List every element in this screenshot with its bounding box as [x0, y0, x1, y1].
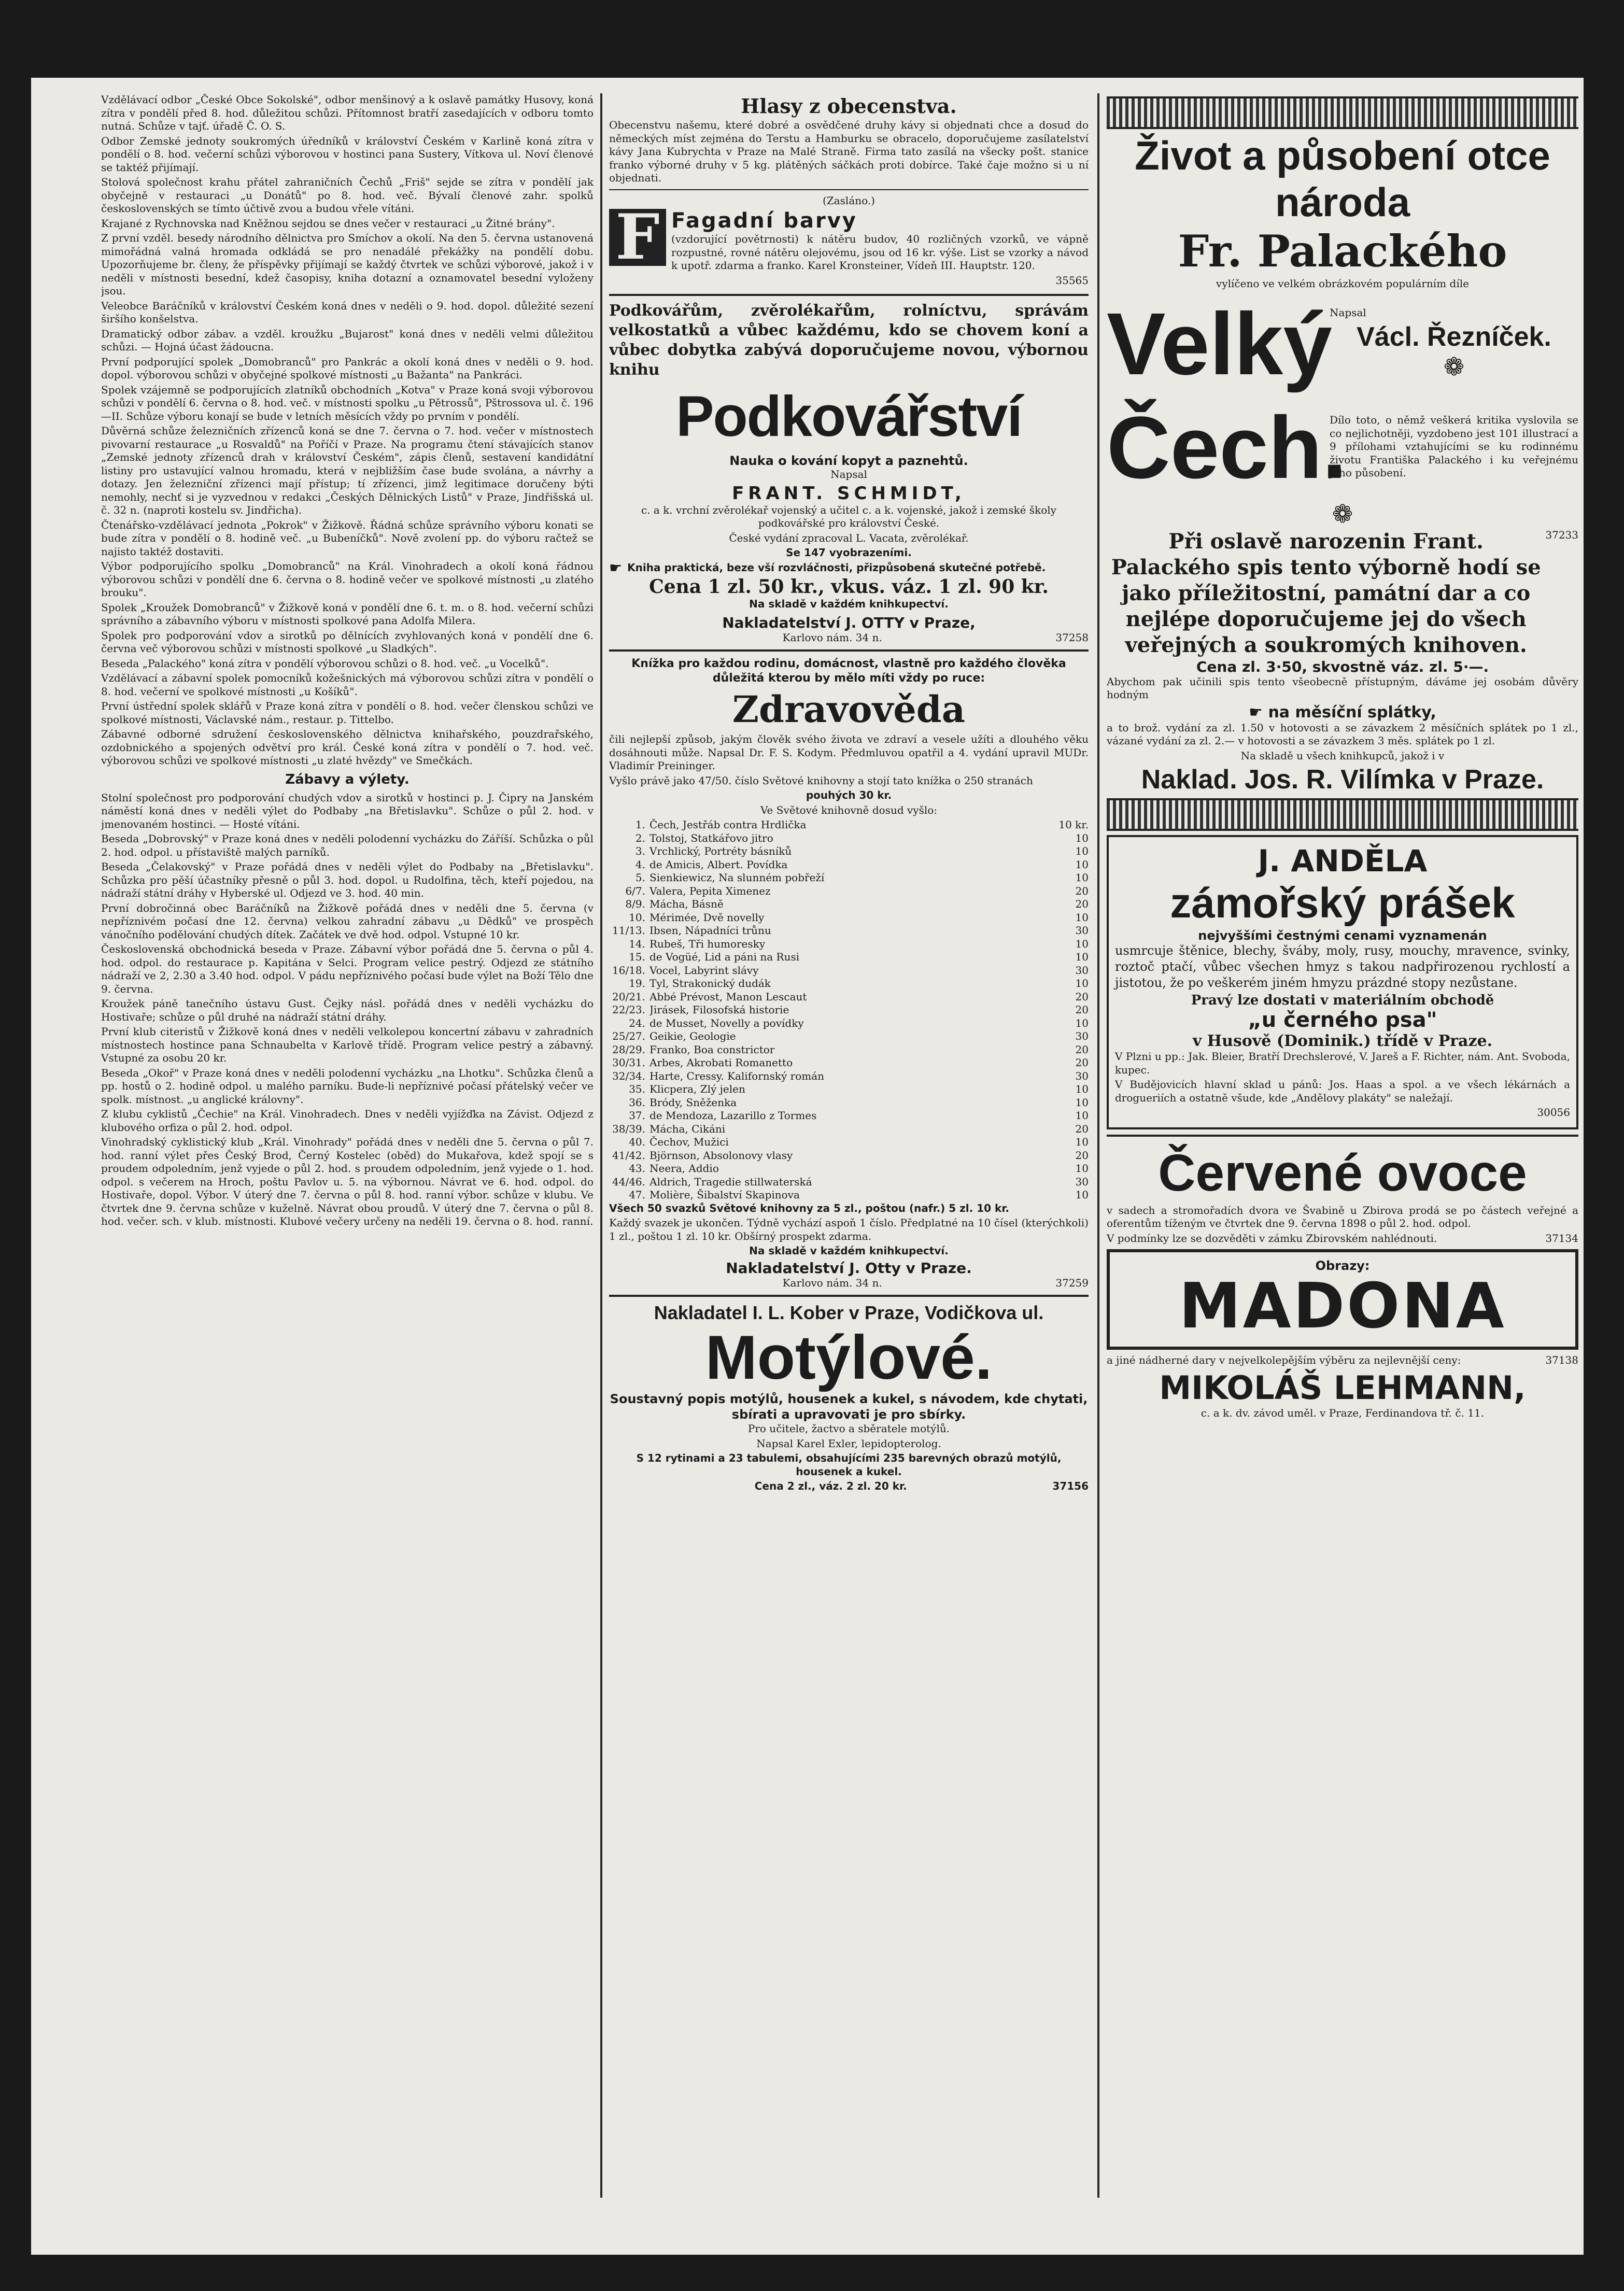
book-number: 1. [635, 818, 645, 831]
zdravoveda-title: Zdravověda [732, 688, 966, 731]
book-list-item [609, 911, 1089, 925]
book-price: 30 [1075, 1030, 1089, 1042]
vyobrazeni: Se 147 vyobrazeními. [786, 546, 912, 559]
dilo-text: Dílo toto, o němž veškerá kritika vyslovila se co nejlichotněji, vyzdobeno jest 101 illustrací a 9 přílohami vztahujícími se ku rodinnému životu Františka Palackého i ku veřejnému jeho působení. [1330, 414, 1578, 479]
book-number: 47. [629, 1189, 645, 1201]
psa-title: „u černého psa" [1248, 1008, 1437, 1032]
book-title: Björnson, Absolonovy vlasy [649, 1149, 793, 1162]
announcement-paragraph: Spolek pro podporování vdov a sirotků po dělnících zvyhlovaných koná v pondělí dne 6. června več výborovou schůzi v místnosti spolkové „u Sladkých". [101, 629, 594, 655]
madona-title: MADONA [1179, 1270, 1506, 1342]
book-number: 37. [629, 1109, 645, 1122]
schmidt-desc: c. a k. vrchní zvěrolékař vojenský a učitel c. a k. vojenské, jakož i zemské školy podkovářské pro království České. [641, 503, 1056, 529]
book-price: 20 [1075, 1043, 1089, 1056]
podkov-napsal: Napsal [830, 468, 867, 480]
hlasy-title: Hlasy z obecenstva. [741, 94, 957, 118]
book-title: Valera, Pepita Ximenez [649, 884, 771, 897]
book-number: 19. [629, 977, 645, 989]
fasad-title: Fagadní barvy [671, 209, 857, 233]
book-price: 20 [1075, 990, 1089, 1003]
book-price: 10 [1075, 911, 1089, 924]
splatky-text: a to brož. vydání za zl. 1.50 v hotovosti a se závazkem 2 měsíčních splátek po 1 zl., vázané vydání za zl. 2.— v hotovosti a se závazkem 3 měs. splátek po 1 zl. [1107, 721, 1578, 747]
book-list-item [609, 1003, 1089, 1017]
book-list-item [609, 964, 1089, 978]
book-title: Klicpera, Zlý jelen [649, 1083, 745, 1095]
announcement-paragraph: Beseda „Čelakovský" v Praze pořádá dnes v neděli výlet do Podbaby na „Břetislavku". Schůzka pro pěší účastníky přesně o půl 3. hod. dopol. u Rudolfina, těch, kteří pojedou, na nádraží státní dráhy v Hyberské ul. Odjezd ve 3. hod. 40 min. [101, 860, 594, 899]
ad-number-3: 37156 [1052, 1480, 1089, 1492]
announcement-paragraph: Odbor Zemské jednoty soukromých úředníků v království Českém v Karlině koná zítra v pondělí o 8. hod. večerní schůzi výborovou v hostinci pana Sustery, Vítkova ul. Noví členové se taktéž přijímají. [101, 134, 594, 174]
zdravoveda-text: čili nejlepší způsob, jakým člověk svého života ve zdraví a vesele užíti a dlouhého věku dosáhnouti může. Napsal Dr. F. S. Kodym. Předmluvou opatřil a 4. vydání upravil MUDr. Vladimír Preininger. [609, 733, 1089, 772]
podkov-title: Podkovářství [676, 385, 1022, 448]
book-title: Ibsen, Nápadníci trůnu [649, 924, 771, 937]
book-title: de Vogüé, Lid a páni na Rusi [649, 951, 800, 963]
kazdy-svazek: Každý svazek je ukončen. Týdně vychází aspoň 1 číslo. Předplatné na 10 čísel (kterýchkoli) 1 zl., poštou 1 zl. 10 kr. Obšírný prospekt zdarma. [609, 1217, 1089, 1242]
book-number: 20/21. [612, 990, 645, 1003]
book-number: 14. [629, 937, 645, 950]
abych-text: Abychom pak učinili spis tento všeobecně přístupným, dáváme jej osobám důvěry hodným [1107, 675, 1578, 701]
book-price: 10 [1075, 951, 1089, 963]
book-price: 10 [1075, 1096, 1089, 1109]
book-title: Franko, Boa constrictor [649, 1043, 775, 1056]
announcement-paragraph: První podporující spolek „Domobranců" pro Pankrác a okolí koná dnes v neděli o 9. hod. dopol. výborovou schůzi v obyčejné spolkové místnosti „u Bažanta" na Pankráci. [101, 355, 594, 381]
book-number: 38/39. [612, 1122, 645, 1135]
ornament-border-mid [1107, 798, 1578, 831]
announcement-paragraph: Vzdělávací a zábavní spolek pomocníků kožešnických má výborovou schůzi zítra v pondělí o 8. hod. večerní ve spolkové místnosti „u Košíků". [101, 672, 594, 698]
announcement-paragraph: První dobročinná obec Baráčníků na Žižkově pořádá dnes v neděli dne 5. června (v nepříznivém počasí dne 12. června) velkou zahradní zábavu „u Dědků" ve prospěch vánočního podělování chudých dítek. Začátek ve dvě hod. odpol. Vstupné 10 kr. [101, 901, 594, 941]
book-price: 20 [1075, 1003, 1089, 1016]
letter-f-icon: F [609, 209, 666, 266]
ovoce-text: v sadech a stromořadích dvora ve Švabině u Zbirova prodá se po částech veřejné a oferentům tíženým ve čtvrtek dne 9. června 1898 o půl 2. hod. odpol. [1107, 1204, 1578, 1229]
book-price: 30 [1075, 1069, 1089, 1082]
obrazy-label: Obrazy: [1315, 1258, 1370, 1273]
podkov-price: Cena 1 zl. 50 kr., vkus. váz. 1 zl. 90 kr. [649, 576, 1049, 598]
book-title: Mácha, Básně [649, 898, 724, 910]
motylove-price: Cena 2 zl., váz. 2 zl. 20 kr. [754, 1480, 907, 1492]
book-title: Jirásek, Filosofská historie [649, 1003, 789, 1016]
kober-header: Nakladatel I. L. Kober v Praze, Vodičkova ul. [654, 1302, 1044, 1323]
ceske-vydani: České vydání zpracoval L. Vacata, zvěrolékař. [729, 531, 969, 544]
ornament-border-top [1107, 96, 1578, 129]
ad-number-5: 37134 [1545, 1232, 1578, 1245]
book-number: 5. [635, 871, 645, 884]
motylove-text: Soustavný popis motýlů, housenek a kukel, s návodem, kde chytati, sbírati a upravovati je pro sbírky. [610, 1392, 1088, 1422]
book-number: 8/9. [625, 898, 645, 910]
book-price: 10 [1075, 1136, 1089, 1148]
book-price: 20 [1075, 898, 1089, 910]
book-title: Abbé Prévost, Manon Lescaut [649, 990, 807, 1003]
book-price: 10 [1075, 1162, 1089, 1175]
book-list-item [609, 1030, 1089, 1043]
lehmann-address: c. a k. dv. závod uměl. v Praze, Ferdinandova tř. č. 11. [1201, 1406, 1485, 1419]
book-number: 35. [629, 1083, 645, 1095]
column-advertisements-right [1107, 93, 1578, 2198]
book-list-item [609, 832, 1089, 845]
announcement-paragraph: První klub citeristů v Žižkově koná dnes v neděli velkolepou koncertní zábavu v zahradních místnostech hostince pana Schnaubelta v Karlově třídě. Program velice pestrý a zábavný. Vstupné za osobu 20 kr. [101, 1025, 594, 1064]
book-list-item [609, 1017, 1089, 1030]
announcement-paragraph: Z první vzděl. besedy národního dělnictva pro Smíchov a okolí. Na den 5. června ustanovená mimořádná valná hromada odkládá se pro nenadálé překážky na pondělí dobu. Upozorňujeme br. členy, že příspěvky přijímají se každý čtvrtek ve schůzi výborové, jakož i v neděli v místnosti besední, kdež časopisy, kniha dotazní a oznamovatel besední vyloženy jsou. [101, 232, 594, 297]
knizka-intro: Knížka pro každou rodinu, domácnost, vlastně pro každého člověka důležitá kterou by mělo míti vždy po ruce: [631, 657, 1066, 685]
announcement-paragraph: Vzdělávací odbor „České Obce Sokolské", odbor menšinový a k oslavě památky Husovy, koná zítra v pondělí před 8. hod. důležitou schůzi. Přítomnost bratří zasedajících v odboru tomto nutná. Schůze v tajť. úřadě Č. O. S. [101, 93, 594, 132]
sklad-text: Na skladě v každém knihkupectví. [749, 598, 949, 610]
book-title: Harte, Cressy. Kalifornský román [649, 1069, 825, 1082]
book-title: de Amicis, Albert. Povídka [649, 858, 788, 871]
book-list [609, 818, 1089, 1202]
book-list-item [609, 1043, 1089, 1057]
book-title: Geikie, Geologie [649, 1030, 736, 1042]
announcement-paragraph: Zábavné odborné sdružení československého dělnictva knihařského, pouzdrařského, ozdobnického a spojených odvětví pro král. České koná zítra v pondělí o 7. hod. več. výborovou schůzi ve spolkové místnosti „u zlaté hvězdy" ve Smečkách. [101, 728, 594, 767]
book-price: 10 [1075, 845, 1089, 857]
vylic-text: vylíčeno ve velkém obrázkovém populárním díle [1216, 277, 1469, 290]
book-price: 20 [1075, 884, 1089, 897]
book-price: 30 [1075, 924, 1089, 937]
book-list-item [609, 991, 1089, 1004]
flower-ornament-icon-2: ❁ [1332, 499, 1353, 529]
book-list-item [609, 1176, 1089, 1189]
book-number: 43. [629, 1162, 645, 1175]
book-title: Čech, Jestřáb contra Hrdlička [649, 818, 807, 831]
lehmann-title: MIKOLÁŠ LEHMANN, [1159, 1368, 1526, 1407]
madona-text: a jiné nádherné dary v nejvelkolepějším výběru za nejlevnější ceny: [1107, 1354, 1461, 1366]
pouhych-price: pouhých 30 kr. [806, 789, 892, 801]
book-price: 30 [1075, 1175, 1089, 1188]
column-announcements [101, 93, 594, 2198]
zaslano-label: (Zasláno.) [823, 194, 875, 207]
book-number: 10. [629, 911, 645, 924]
book-price: 30 [1075, 964, 1089, 977]
prasek-text: usmrcuje štěnice, blechy, šváby, moly, rusy, mouchy, mravence, svinky, roztoč ptačí, vůbec všechen hmyz s takou nadpřirozenou rychlostí a jistotou, že po veškerém jiném hmyzu prázdné stopy nezůstane. [1115, 943, 1570, 990]
book-number: 25/27. [612, 1030, 645, 1042]
motylove-title: Motýlové. [705, 1323, 993, 1392]
book-title: Vrchlický, Portréty básníků [649, 845, 792, 857]
pri-oslave-text: Při oslavě narozenin Frant. Palackého spis tento výborně hodí se jako příležitostní, památní dar a co nejlépe doporučujeme jej do všech veřejných a soukromých knihoven. [1111, 529, 1541, 657]
book-title: Neera, Addio [649, 1162, 719, 1175]
book-price: 20 [1075, 1122, 1089, 1135]
book-title: Vocel, Labyrint slávy [649, 964, 759, 977]
section-title-trips: Zábavy a výlety. [285, 771, 409, 787]
napsal-label: Napsal [1330, 306, 1366, 319]
book-list-item [609, 1070, 1089, 1083]
book-list-item [609, 858, 1089, 872]
book-list-item [609, 924, 1089, 938]
book-number: 15. [629, 951, 645, 963]
book-price: 10 [1075, 1189, 1089, 1201]
andela-title: J. ANDĚLA [1258, 843, 1428, 879]
podkov-subtitle: Nauka o kování kopyt a paznehtů. [729, 454, 968, 468]
vsech-svazku: Všech 50 svazků Světové knihovny za 5 zl., poštou (nafr.) 5 zl. 10 kr. [609, 1201, 1009, 1214]
announcement-paragraph: Československá obchodnická beseda v Praze. Zábavní výbor pořádá dne 5. června o půl 4. hod. odpol. do restaurace p. Kapitána v Selci. Program velice pestrý. Odjezd ze státního nádraží ve 2, 2.30 a 3.40 hod. odpol. V pádu nepříznivého počasí bude výlet na Boží Tělo dne 9. června. [101, 943, 594, 995]
announcement-paragraph: Beseda „Dobrovský" v Praze koná dnes v neděli polodenní vycházku do Záříší. Schůzka o půl 2. hod. odpol. u přístaviště malých parníků. [101, 832, 594, 858]
book-title: Rubeš, Tři humoresky [649, 937, 766, 950]
sklad-vilimek: Na skladě u všech knihkupců, jakož i v [1240, 749, 1445, 762]
book-list-item [609, 1136, 1089, 1149]
announcement-list [101, 93, 594, 768]
author-reznicek: Václ. Řezníček. [1357, 321, 1551, 352]
book-list-item [609, 951, 1089, 964]
book-price: 10 [1075, 977, 1089, 989]
prasek-title: zámořský prášek [1170, 880, 1515, 927]
book-title: Molière, Šibalství Skapinova [649, 1189, 800, 1201]
pointing-hand-icon-2: ☛ [1249, 703, 1268, 722]
publisher-otty-2: Nakladatelství J. Otty v Praze. [726, 1259, 972, 1277]
plzni-text: V Plzni u pp.: Jak. Bleier, Bratří Drechslerové, V. Jareš a F. Richter, nám. Ant. Svoboda, kupec. [1115, 1050, 1570, 1076]
book-list-item [609, 1109, 1089, 1123]
book-title: Čechov, Mužici [649, 1136, 729, 1148]
budejovice-text: V Budějovicích hlavní sklad u pánů: Jos. Haas a spol. a ve všech lékárnách a drogueriích a ostatně všude, kde „Andělovy plakáty" se naležají. [1115, 1078, 1570, 1104]
book-price: 10 [1075, 831, 1089, 844]
otty-address-2: Karlovo nám. 34 n. [782, 1276, 882, 1289]
trips-list [101, 791, 594, 1228]
andela-ad [1107, 835, 1578, 1129]
book-number: 44/46. [612, 1175, 645, 1188]
book-list-item [609, 871, 1089, 885]
book-title: Bródy, Sněženka [649, 1096, 737, 1109]
announcement-paragraph: Z klubu cyklistů „Čechie" na Král. Vinohradech. Dnes v neděli vyjížďka na Závist. Odjezd z klubového orfiza o půl 2. hod. odpol. [101, 1108, 594, 1134]
book-number: 36. [629, 1096, 645, 1109]
fasad-text: (vzdorující povětrnosti) k nátěru budov, 40 rozličných vzorků, ve vápně rozpustné, rovné nátěru olejovému, jsou od 16 kr. výše. List se vzorky a návod k upotř. zdarma a franko. Karel Kronsteiner, Vídeň III. Hauptstr. 120. [671, 233, 1089, 272]
prakticka-text: Kniha praktická, beze vší rozvláčnosti, přizpůsobená skutečné potřebě. [627, 561, 1046, 574]
book-price: 20 [1075, 1149, 1089, 1162]
book-list-item [609, 898, 1089, 911]
husove-text: v Husově (Dominik.) třídě v Praze. [1192, 1032, 1493, 1050]
book-number: 24. [629, 1016, 645, 1029]
column-advertisements-middle [609, 93, 1089, 2198]
book-title: de Mendoza, Lazarillo z Tormes [649, 1109, 817, 1122]
book-list-item [609, 1189, 1089, 1202]
book-list-item [609, 1123, 1089, 1136]
announcement-paragraph: Stolová společnost krahu přátel zahraničních Čechů „Friš" sejde se zítra v pondělí jak obyčejně v restauraci „u Donátů" po 8. hod. več. Bývalí členové zahr. spolků československých se tímto účtivě zvou a budou vřele vítáni. [101, 176, 594, 215]
announcement-paragraph: Kroužek páně tanečního ústavu Gust. Čejky násl. pořádá dnes v neděli vycházku do Hostivaře; schůze o půl druhé na nádraží státní dráhy. [101, 997, 594, 1023]
pravy-text: Pravý lze dostati v materiálním obchodě [1191, 993, 1494, 1008]
book-number: 41/42. [612, 1149, 645, 1162]
book-title: Sienkiewicz, Na slunném pobřeží [649, 871, 825, 884]
podminky-text: V podmínky lze se dozvěděti v zámku Zbirovském nahlédnouti. [1107, 1232, 1437, 1245]
announcement-paragraph: Čtenářsko-vzdělávací jednota „Pokrok" v Žižkově. Řádná schůze správního výboru konati se bude zítra v pondělí o 8. hodině več. „u Bubeníčků". Nově zvolení pp. do výboru račtež se najisto taktéž dostaviti. [101, 518, 594, 558]
column-rule-1 [600, 93, 602, 2198]
announcement-paragraph: Stolní společnost pro podporování chudých vdov a sirotků v hostinci p. J. Čipry na Janském náměstí koná dnes v neděli výlet do Podbaby „na Břetislavku". Schůze o půl 2. hod. v jmenovaném hostinci. — Hosté vítáni. [101, 791, 594, 830]
book-number: 16/18. [612, 964, 645, 977]
book-price: 20 [1075, 1056, 1089, 1069]
book-title: Mácha, Cikáni [649, 1122, 726, 1135]
book-price: 10 [1075, 858, 1089, 871]
book-number: 22/23. [612, 1003, 645, 1016]
ad-number-6: 37138 [1545, 1354, 1578, 1366]
ad-number-0: 37233 [1545, 528, 1578, 541]
announcement-paragraph: Beseda „Okoř" v Praze koná dnes v neděli polodenní vycházku „na Lhotku". Schůzka členů a pp. hostů o 2. hodině odpol. u malého parníku. Bude-li nepříznivé počasí přátelský večer ve spolk. místnost. „u anglické královny". [101, 1066, 594, 1106]
cech-title: Čech. [1107, 398, 1347, 497]
book-price: 10 [1075, 1083, 1089, 1095]
publisher-otty: Nakladatelství J. OTTY v Praze, [722, 614, 976, 631]
announcement-paragraph: Krajané z Rychnovska nad Kněžnou sejdou se dnes večer v restauraci „u Žitné brány". [101, 217, 555, 230]
dosud-vyslo: Ve Světové knihovně dosud vyšlo: [760, 803, 938, 816]
announcement-paragraph: První ústřední spolek sklářů v Praze koná zítra v pondělí o 8. hod. večer členskou schůzi ve spolkové místnosti, Václavské nám., restaur. p. Tittelbo. [101, 700, 594, 726]
sklad-text-2: Na skladě v každém knihkupectví. [749, 1245, 949, 1257]
book-title: Arbes, Akrobati Romanetto [649, 1056, 793, 1069]
announcement-paragraph: Spolek vzájemně se podporujících zlatníků obchodních „Kotva" v Praze koná svoji výborovou schůzi v pondělí 6. června o 8. hod. več. v místnosti spolku „u Pětrossů", Pštrossova ul. č. 196—II. Schůze výboru konají se bude v letních měsících vždy po prvním v pondělí. [101, 383, 594, 422]
splatky-label: ☛ na měsíční splátky, [1249, 703, 1436, 722]
book-list-item [609, 1162, 1089, 1176]
madona-ad [1107, 1249, 1578, 1350]
book-title: Tolstoj, Statkářovo jitro [649, 831, 773, 844]
book-number: 28/29. [612, 1043, 645, 1056]
pointing-hand-icon: ☛ [609, 559, 623, 576]
book-price: 10 [1075, 1016, 1089, 1029]
podkov-intro: Podkovářům, zvěrolékařům, rolníctvu, správám velkostatků a vůbec každému, kdo se chovem koní a vůbec dobytka zabývá doporučujeme novou, výbornou knihu [609, 302, 1089, 379]
book-number: 6/7. [625, 884, 645, 897]
flower-ornament-icon: ❁ [1443, 352, 1465, 381]
announcement-paragraph: Veleobce Baráčníků v království Českém koná dnes v neděli o 9. hod. dopol. důležité sezení širšího konšelstva. [101, 299, 594, 325]
book-number: 40. [629, 1136, 645, 1148]
book-number: 2. [635, 831, 645, 844]
book-number: 3. [635, 845, 645, 857]
announcement-paragraph: Důvěrná schůze železničních zřízenců koná se dne 7. června o 7. hod. večer v místnostech pivovarní restaurace „u Rosvaldů" na Poříčí v Praze. Na programu čtení stávajících stanov „Zemské jednoty zřízenců drah v království Českém", zápis členů, sestavení kandidátní listiny pro ustavující valnou hromadu, která v nejbližším čase bude svolána, a návrhy a dotazy. Jen železniční zřízenci mají přístup; tí zřízenci, jimž legitimace doručeny býti nemohly, nechť si je vyzvednou v redakci „Českých Dělnických Listů" v Praze, Jindřišská ul. č. 32 n. (naproti kostelu sv. Jindřicha). [101, 425, 594, 516]
book-list-item [609, 1096, 1089, 1110]
prasek-sub: nejvyššími čestnými cenami vyznamenán [1198, 928, 1487, 943]
ad-number-1: 37258 [1055, 631, 1089, 644]
announcement-paragraph: Beseda „Palackého" koná zítra v pondělí výborovou schůzi o 8. hod. več. „u Vocelků". [101, 657, 549, 670]
ad-number-4: 30056 [1537, 1106, 1570, 1119]
book-price: 10 [1075, 871, 1089, 884]
book-title: Aldrich, Tragedie stillwaterská [649, 1175, 812, 1188]
book-price: 10 [1075, 937, 1089, 950]
author-schmidt: FRANT. SCHMIDT, [732, 483, 966, 504]
book-list-item [609, 977, 1089, 991]
book-list-item [609, 818, 1089, 832]
book-title: de Musset, Novelly a povídky [649, 1016, 804, 1029]
book-number: 4. [635, 858, 645, 871]
vilimek-publisher: Naklad. Jos. R. Vilímka v Praze. [1141, 765, 1544, 795]
motylove-author: Napsal Karel Exler, lepidopterolog. [756, 1437, 941, 1450]
newspaper-page [31, 78, 1584, 2255]
palacky-title: Fr. Palackého [1178, 225, 1507, 277]
book-price: 10 kr. [1058, 818, 1089, 831]
book-price: 10 [1075, 1109, 1089, 1122]
announcement-paragraph: Spolek „Kroužek Domobranců" v Žižkově koná v pondělí dne 6. t. m. o 8. hod. večerní schůzi správního a zábavního výboru v místnosti spolkové pana Adolfa Milera. [101, 601, 594, 627]
ad-number-2: 37259 [1055, 1276, 1089, 1289]
hlasy-text: Obecenstvu našemu, které dobré a osvědčené druhy kávy si objednati chce a dosud do německých míst zejména do Terstu a Hamburku se obracelo, doporučujeme zasílatelství kávy Jana Kubrychta v Praze na Malé Straně. Firma tato zasílá na všecky pošt. stanice franko výborné druhy v 5 kg. plátěných sáčkách proti dobírce. Také čaje možno si u ní objednati. [609, 119, 1089, 184]
book-list-item [609, 845, 1089, 858]
otty-address: Karlovo nám. 34 n. [782, 631, 882, 644]
book-list-item [609, 1056, 1089, 1070]
book-title: Mérimée, Dvě novelly [649, 911, 765, 924]
book-list-item [609, 1149, 1089, 1163]
fasad-number: 35565 [1055, 274, 1089, 287]
book-list-item [609, 1083, 1089, 1096]
vyslo-text: Vyšlo právě jako 47/50. číslo Světové knihovny a stojí tato knížka o 250 stranách [609, 774, 1033, 787]
book-list-item [609, 938, 1089, 951]
book-number: 30/31. [612, 1056, 645, 1069]
cervene-ovoce-title: Červené ovoce [1158, 1143, 1527, 1202]
velky-title: Velký [1107, 294, 1332, 393]
announcement-paragraph: Výbor podporujícího spolku „Domobranců" na Král. Vinohradech a okolí koná řádnou výborovou schůzi v pondělí dne 6. června o 8. hodině večer ve spolkové místnosti „u zlatého brouku". [101, 560, 594, 599]
zivot-title: Život a působení otce národa [1135, 133, 1550, 225]
column-rule-2 [1097, 93, 1099, 2198]
book-number: 11/13. [612, 924, 645, 937]
motylove-tables: S 12 rytinami a 23 tabulemi, obsahujícími 235 barevných obrazů motýlů, housenek a kukel. [636, 1452, 1062, 1478]
palacky-price: Cena zl. 3·50, skvostně váz. zl. 5·—. [1196, 658, 1489, 675]
book-number: 32/34. [612, 1069, 645, 1082]
motylove-sub: Pro učitele, žactvo a sběratele motýlů. [747, 1422, 950, 1435]
book-list-item [609, 885, 1089, 898]
book-title: Tyl, Strakonický dudák [649, 977, 771, 989]
announcement-paragraph: Dramatický odbor zábav. a vzděl. kroužku „Bujarost" koná dnes v neděli velmi důležitou schůzi. — Hojná účast žádoucna. [101, 327, 594, 353]
announcement-paragraph: Vinohradský cyklistický klub „Král. Vinohrady" pořádá dnes v neděli dne 5. června o půl 7. hod. ranní výlet přes Český Brod, Černý Kostelec (oběd) do Mukařova, kdež spojí se s proudem odpoledním, jenž vyjede o půl 2. hod. s proudem odpoledním, jenž vyjede o 1. hod. odpol. s večerem na Hroch, poštu Pavlov u. 5. na výbornou. Návrat ve 6. hod. odpol. do Hostivaře, dopol. Výbor. V úterý dne 7. června o půl 8. hod. ranní výbor. schůze v klubu. Ve čtvrtek dne 9. června schůze v kuželně. Návrat obou proudů. V úterý dne 7. června o půl 8. hod. večer. sch. v klub. místnosti. Klubové večery určeny na neděli 19. června o 8. hod. ranní. [101, 1136, 594, 1227]
